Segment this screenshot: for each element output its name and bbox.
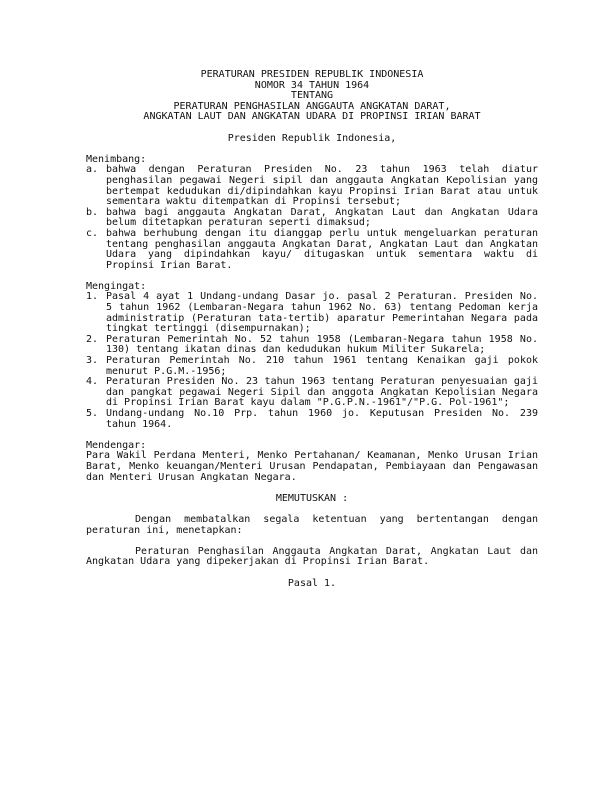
document-page [86,70,538,589]
item-text: Peraturan Presiden No. 23 tahun 1963 tentang Peraturan penyesuaian gaji dan pangkat pegawai Negeri Sipil dan anggota Angkatan Kepolisian Negara di Propinsi Irian Barat kayu dalam "P.G.P.N.-1961"/"P.G. Pol-1961"; [106,376,538,409]
issuer: Presiden Republik Indonesia, [227,132,397,144]
pasal-heading: Pasal 1. [287,577,337,589]
item-number: c. [86,227,99,239]
mendengar-heading: Mendengar: [86,439,147,451]
list-item [86,335,538,356]
mengingat-heading: Mengingat: [86,280,147,292]
memutuskan-heading: MEMUTUSKAN : [275,492,349,504]
list-item [86,409,538,430]
item-text: bahwa bagi anggauta Angkatan Darat, Angkatan Laut dan Angkatan Udara belum ditetapkan peraturan seperti dimaksud; [106,206,538,229]
item-number: 2. [86,333,99,345]
memutuskan-paragraph-1: Dengan membatalkan segala ketentuan yang bertentangan dengan peraturan ini, menetapkan: [86,513,538,536]
title-line: PERATURAN PRESIDEN REPUBLIK INDONESIA [200,69,424,80]
list-item [86,292,538,334]
item-number: 5. [86,408,99,419]
item-number: 4. [86,376,99,388]
item-text: bahwa dengan Peraturan Presiden No. 23 tahun 1963 telah diatur penghasilan pegawai Negeri sipil dan anggauta Angkatan Kepolisian yang bertempat kedudukan di/dipindahkan kayu Propinsi Irian Barat atau untuk sementara waktu ditempatkan di Propinsi tersebut; [106,164,538,208]
list-item [86,229,538,271]
list-item [86,377,538,409]
title-number-line: NOMOR 34 TAHUN 1964 [254,79,370,91]
list-item [86,165,538,207]
list-item [86,356,538,377]
item-number: 3. [86,355,99,367]
title-subject-line-1: PERATURAN PENGHASILAN ANGGAUTA ANGKATAN DARAT, [173,100,451,112]
title-subject-line-2: ANGKATAN LAUT DAN ANGKATAN UDARA DI PROPINSI IRIAN BARAT [143,111,481,123]
item-number: b. [86,206,99,218]
title-tentang-line: TENTANG [290,90,334,102]
item-text: Undang-undang No.10 Prp. tahun 1960 jo. Keputusan Presiden No. 239 tahun 1964. [106,408,538,430]
memutuskan-section [86,494,538,589]
memutuskan-paragraph-2: Peraturan Penghasilan Anggauta Angkatan Darat, Angkatan Laut dan Angkatan Udara yang dipekerjakan di Propinsi Irian Barat. [86,545,538,568]
mendengar-text: Para Wakil Perdana Menteri, Menko Pertahanan/ Keamanan, Menko Urusan Irian Barat, Menko keuangan/Menteri Urusan Pendapatan, Pembiayaan dan Pengawasan dan Menteri Urusan Angkatan Negara. [86,450,538,483]
document-title [86,70,538,123]
item-number: 1. [86,291,99,303]
mendengar-section [86,441,538,483]
item-number: a. [86,164,99,176]
mengingat-section [86,282,538,430]
list-item [86,208,538,229]
item-text: Peraturan Pemerintah No. 52 tahun 1958 (Lembaran-Negara tahun 1958 No. 130) tentang ikatan dinas dan kedudukan hukum Militer Sukarela; [106,333,538,356]
item-text: bahwa berhubung dengan itu dianggap perlu untuk mengeluarkan peraturan tentang penghasilan anggauta Angkatan Darat, Angkatan Laut dan Angkatan Udara yang dipindahkan kayu/ ditugaskan untuk sementara waktu di Propinsi Irian Barat. [106,227,538,271]
item-text: Pasal 4 ayat 1 Undang-undang Dasar jo. pasal 2 Peraturan. Presiden No. 5 tahun 1962 (Lembaran-Negara tahun 1962 No. 63) tentang Pedoman kerja administratip (Peraturan tata-tertib) aparatur Pemerintahan Negara pada tingkat tertinggi (disempurnakan); [106,291,538,335]
menimbang-heading: Menimbang: [86,153,147,165]
item-text: Peraturan Pemerintah No. 210 tahun 1961 tentang Kenaikan gaji pokok menurut P.G.M.-1956; [106,355,538,377]
menimbang-section [86,155,538,272]
